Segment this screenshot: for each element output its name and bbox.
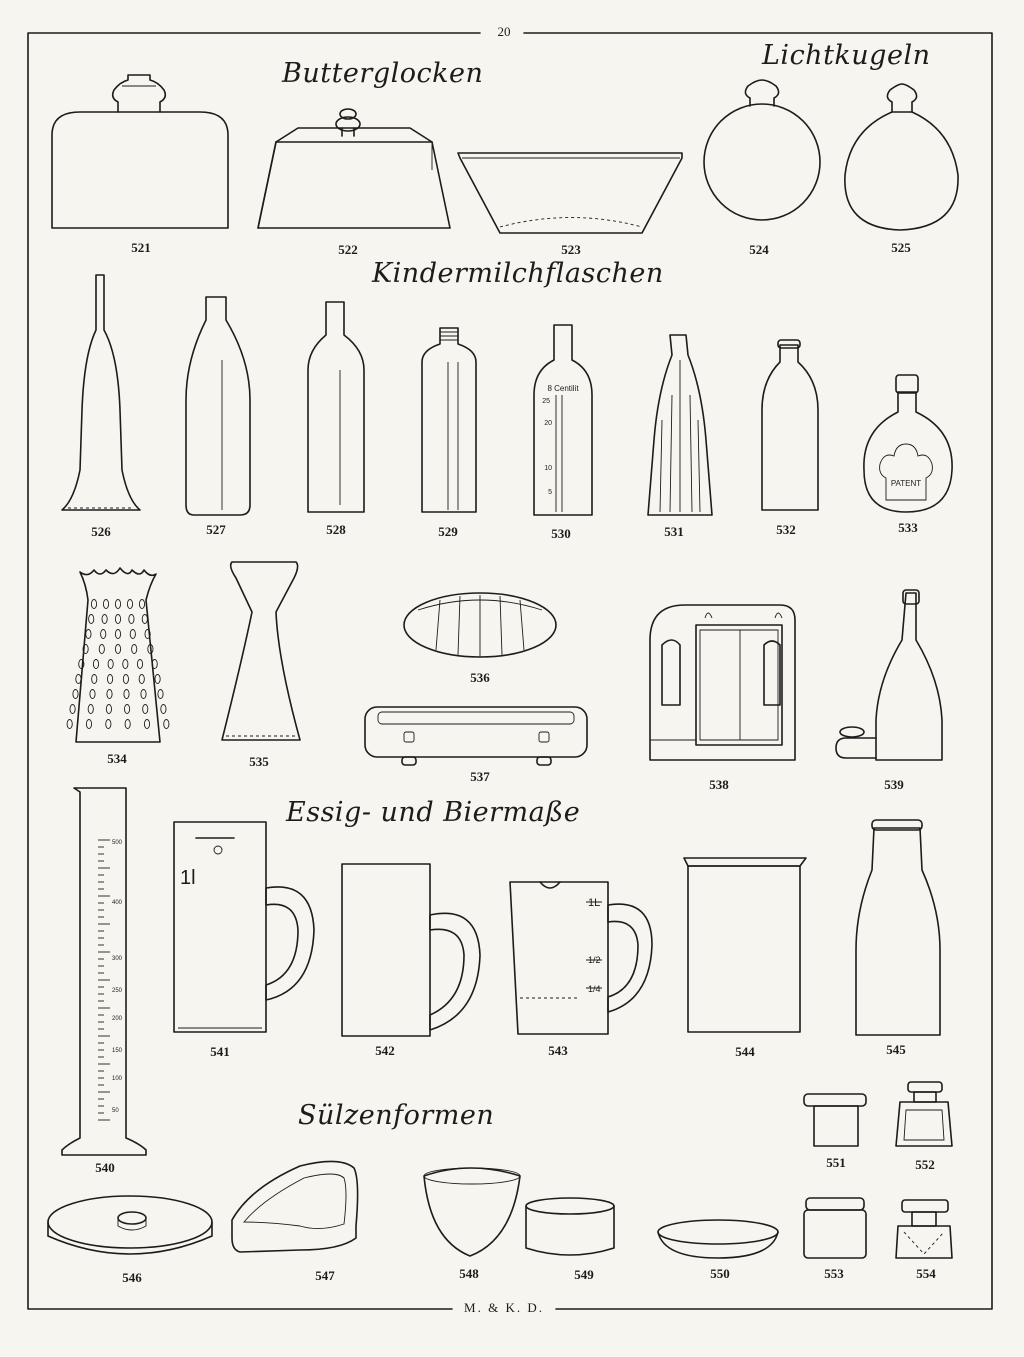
vase-oval-pattern	[132, 645, 137, 654]
item-number-541: 541	[210, 1044, 230, 1059]
vase-oval-pattern	[88, 705, 93, 714]
cyl-250-mark: 250	[112, 988, 123, 994]
item-number-537: 537	[470, 769, 490, 784]
item-number-540: 540	[95, 1160, 115, 1175]
item-number-528: 528	[326, 522, 346, 537]
item-number-521: 521	[131, 240, 151, 255]
vase-oval-pattern	[86, 630, 91, 639]
item-number-547: 547	[315, 1268, 335, 1283]
vase-oval-pattern	[107, 690, 112, 699]
vase-oval-pattern	[115, 630, 120, 639]
light-globe-524-drawing	[704, 80, 820, 220]
dish-536-drawing	[404, 593, 556, 657]
centiliter-mark: 8 Centilit	[547, 384, 579, 393]
vase-oval-pattern	[101, 630, 106, 639]
vase-oval-pattern	[161, 705, 166, 714]
item-number-543: 543	[548, 1043, 568, 1058]
vase-oval-pattern	[123, 660, 128, 669]
bottle-528-drawing	[308, 302, 364, 512]
bottle-526-drawing	[62, 275, 140, 510]
bottle-530-drawing	[534, 325, 592, 515]
vase-oval-pattern	[143, 705, 148, 714]
item-number-524: 524	[749, 242, 769, 257]
cl-10-mark: 10	[544, 465, 552, 472]
bottle-552-drawing	[896, 1082, 952, 1146]
heading-suelzenformen: Sülzenformen	[298, 1100, 495, 1131]
item-number-529: 529	[438, 524, 458, 539]
vase-oval-pattern	[76, 675, 81, 684]
vase-oval-pattern	[127, 600, 132, 609]
butter-bell-521-drawing	[52, 75, 228, 228]
bottle-533-drawing	[864, 375, 952, 512]
vase-oval-pattern	[142, 615, 147, 624]
item-number-530: 530	[551, 526, 571, 541]
cl-5-mark: 5	[548, 489, 552, 496]
measuring-jug-543-drawing	[510, 882, 652, 1034]
item-number-525: 525	[891, 240, 911, 255]
mould-548-drawing	[424, 1168, 520, 1256]
item-number-522: 522	[338, 242, 358, 257]
stopper-551-drawing	[804, 1094, 866, 1146]
item-number-527: 527	[206, 522, 226, 537]
vase-oval-pattern	[103, 600, 108, 609]
butter-dish-522-drawing	[258, 109, 450, 228]
bottle-527-drawing	[186, 297, 250, 515]
liter-543-mark: 1L	[588, 897, 601, 909]
item-number-544: 544	[735, 1044, 755, 1059]
item-number-549: 549	[574, 1267, 594, 1282]
vase-oval-pattern	[124, 705, 129, 714]
item-number-548: 548	[459, 1266, 479, 1281]
item-number-551: 551	[826, 1155, 846, 1170]
heading-butterglocken: Butterglocken	[282, 58, 484, 89]
vase-oval-pattern	[139, 600, 144, 609]
item-number-535: 535	[249, 754, 269, 769]
cyl-500-mark: 500	[112, 840, 123, 846]
vase-oval-pattern	[115, 615, 120, 624]
vase-oval-pattern	[115, 645, 120, 654]
vase-oval-pattern	[108, 660, 113, 669]
vase-oval-pattern	[139, 675, 144, 684]
vase-oval-pattern	[70, 705, 75, 714]
item-number-553: 553	[824, 1266, 844, 1281]
vase-oval-pattern	[164, 720, 169, 729]
cyl-50-mark: 50	[112, 1108, 119, 1114]
bottle-531-drawing	[648, 335, 712, 515]
item-number-533: 533	[898, 520, 918, 535]
item-number-554: 554	[916, 1266, 936, 1281]
cl-25-mark: 25	[542, 398, 550, 405]
cyl-400-mark: 400	[112, 900, 123, 906]
item-number-545: 545	[886, 1042, 906, 1057]
vase-oval-pattern	[123, 675, 128, 684]
cl-20-mark: 20	[544, 420, 552, 427]
vase-oval-pattern	[107, 675, 112, 684]
item-number-538: 538	[709, 777, 729, 792]
vase-oval-pattern	[90, 690, 95, 699]
bottle-554-drawing	[896, 1200, 952, 1258]
bowl-523-drawing	[458, 153, 682, 233]
item-number-531: 531	[664, 524, 684, 539]
measuring-cylinder-540-drawing	[62, 788, 146, 1155]
bottle-539-drawing	[836, 590, 942, 760]
vase-oval-pattern	[92, 675, 97, 684]
cyl-200-mark: 200	[112, 1016, 123, 1022]
item-number-550: 550	[710, 1266, 730, 1281]
quarter-mark: 1/4	[588, 984, 601, 994]
lantern-538-drawing	[650, 605, 795, 760]
vase-oval-pattern	[91, 600, 96, 609]
beer-mug-542-drawing	[342, 864, 480, 1036]
measure-541-drawing	[174, 822, 314, 1032]
vase-oval-pattern	[93, 660, 98, 669]
cyl-100-mark: 100	[112, 1076, 123, 1082]
bottle-532-drawing	[762, 340, 818, 510]
vase-oval-pattern	[102, 615, 107, 624]
half-mark: 1/2	[588, 955, 601, 965]
item-number-552: 552	[915, 1157, 935, 1172]
vase-oval-pattern	[99, 645, 104, 654]
vase-oval-pattern	[106, 720, 111, 729]
vase-535-drawing	[222, 562, 300, 740]
patent-mark: PATENT	[890, 479, 922, 488]
footer-imprint: M. & K. D.	[456, 1300, 552, 1316]
liter-541-mark: 1l	[180, 867, 196, 889]
vase-oval-pattern	[125, 720, 130, 729]
item-number-534: 534	[107, 751, 127, 766]
item-number-536: 536	[470, 670, 490, 685]
page-number: 20	[490, 24, 519, 40]
item-number-539: 539	[884, 777, 904, 792]
heading-essig-biermasse: Essig- und Biermaße	[286, 797, 581, 828]
vase-oval-pattern	[130, 630, 135, 639]
bottle-529-drawing	[422, 328, 476, 512]
item-number-546: 546	[122, 1270, 142, 1285]
vase-oval-pattern	[86, 720, 91, 729]
cyl-300-mark: 300	[112, 956, 123, 962]
mould-549-drawing	[526, 1198, 614, 1255]
vase-oval-pattern	[137, 660, 142, 669]
vase-oval-pattern	[129, 615, 134, 624]
heading-lichtkugeln: Lichtkugeln	[762, 40, 931, 71]
vase-oval-pattern	[158, 690, 163, 699]
item-number-542: 542	[375, 1043, 395, 1058]
dish-550-drawing	[658, 1220, 778, 1258]
vase-oval-pattern	[141, 690, 146, 699]
vase-oval-pattern	[144, 720, 149, 729]
light-globe-525-drawing	[845, 84, 958, 230]
vase-oval-pattern	[155, 675, 160, 684]
mould-546-drawing	[48, 1196, 212, 1254]
mould-547-drawing	[232, 1161, 358, 1252]
page-frame	[28, 33, 992, 1309]
item-number-523: 523	[561, 242, 581, 257]
vase-oval-pattern	[73, 690, 78, 699]
vase-534-drawing	[67, 568, 169, 742]
jar-553-drawing	[804, 1198, 866, 1258]
vase-oval-pattern	[115, 600, 120, 609]
item-number-526: 526	[91, 524, 111, 539]
tray-537-drawing	[365, 707, 587, 765]
jar-544-drawing	[684, 858, 806, 1032]
vase-oval-pattern	[124, 690, 129, 699]
item-number-532: 532	[776, 522, 796, 537]
cyl-150-mark: 150	[112, 1048, 123, 1054]
bottle-545-drawing	[856, 820, 940, 1035]
vase-oval-pattern	[67, 720, 72, 729]
vase-oval-pattern	[89, 615, 94, 624]
heading-kindermilchflaschen: Kindermilchflaschen	[372, 258, 664, 289]
vase-oval-pattern	[106, 705, 111, 714]
